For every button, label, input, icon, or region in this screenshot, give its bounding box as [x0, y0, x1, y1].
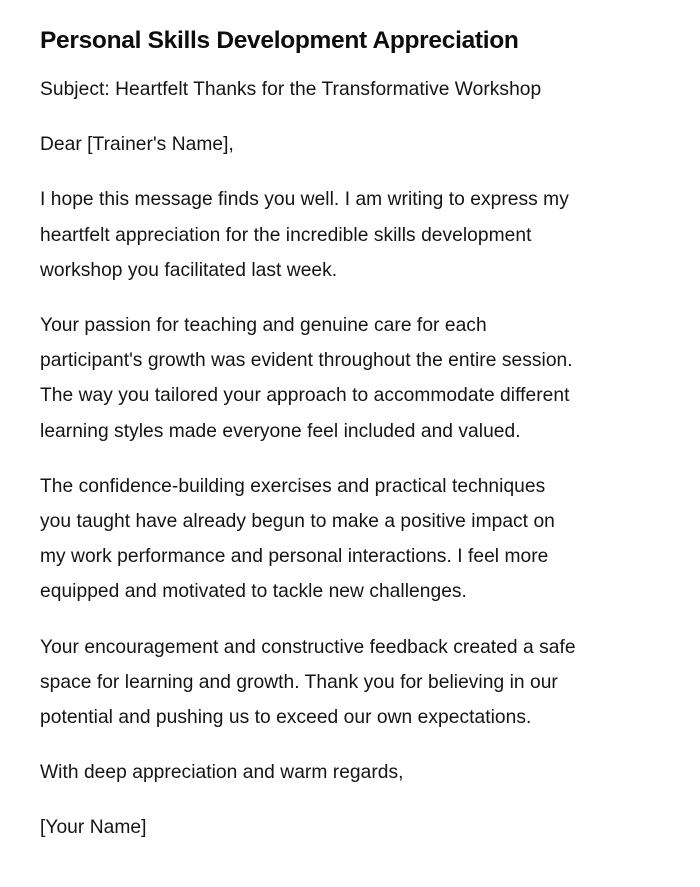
paragraph-line: potential and pushing us to exceed our own expectations. [40, 707, 532, 729]
signature: [Your Name] [40, 817, 147, 839]
paragraph-line: heartfelt appreciation for the incredible skills development [40, 224, 532, 246]
paragraph-line: equipped and motivated to tackle new challenges. [40, 581, 467, 603]
paragraph-line: workshop you facilitated last week. [40, 259, 338, 281]
paragraph-line: you taught have already begun to make a positive impact on [40, 511, 555, 533]
closing-line: With deep appreciation and warm regards, [40, 762, 404, 784]
paragraph-line: I hope this message finds you well. I am writing to express my [40, 189, 569, 211]
paragraph-line: Your encouragement and constructive feedback created a safe [40, 636, 576, 658]
paragraph-line: The way you tailored your approach to accommodate different [40, 385, 570, 407]
paragraph-line: The confidence-building exercises and practical techniques [40, 475, 546, 497]
subject-line: Subject: Heartfelt Thanks for the Transformative Workshop [40, 79, 542, 100]
body-paragraph-3 [40, 469, 670, 610]
paragraph-line: my work performance and personal interactions. I feel more [40, 546, 549, 568]
salutation: Dear [Trainer's Name], [40, 134, 234, 156]
paragraph-line: Your passion for teaching and genuine care for each [40, 315, 487, 337]
body-paragraph-1 [40, 182, 670, 288]
letter-document [40, 24, 670, 866]
paragraph-line: participant's growth was evident throughout the entire session. [40, 350, 573, 372]
paragraph-line: space for learning and growth. Thank you for believing in our [40, 671, 558, 693]
document-title: Personal Skills Development Appreciation [40, 27, 519, 54]
paragraph-line: learning styles made everyone feel included and valued. [40, 420, 521, 442]
body-paragraph-4 [40, 630, 670, 736]
body-paragraph-2 [40, 308, 670, 449]
